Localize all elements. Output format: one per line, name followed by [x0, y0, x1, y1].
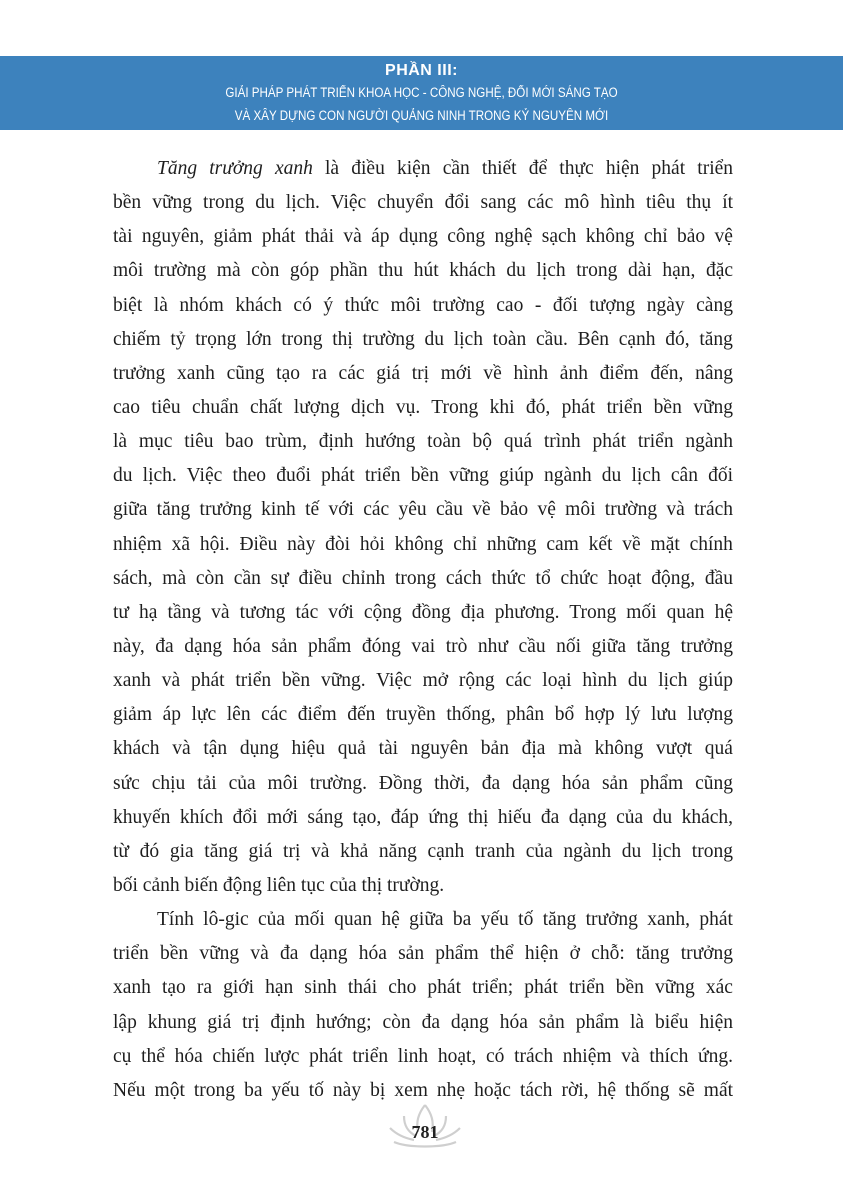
- paragraph-line: trưởng xanh cũng tạo ra các giá trị mới về hình ảnh điểm đến, nâng: [113, 362, 733, 384]
- paragraph-line: bối cảnh biến động liên tục của thị trường.: [113, 874, 445, 896]
- page-number: 781: [411, 1122, 439, 1142]
- paragraph-2: [113, 903, 733, 1108]
- page-footer: [380, 1100, 470, 1160]
- paragraph-line: xanh tạo ra giới hạn sinh thái cho phát triển; phát triển bền vững xác: [113, 977, 733, 999]
- paragraph-line: bền vững trong du lịch. Việc chuyển đổi sang các mô hình tiêu thụ ít: [113, 192, 734, 214]
- paragraph-line: lập khung giá trị định hướng; còn đa dạng hóa sản phẩm là biểu hiện: [113, 1011, 734, 1033]
- paragraph-line: biệt là nhóm khách có ý thức môi trường cao - đối tượng ngày càng: [113, 294, 733, 316]
- paragraph-line: này, đa dạng hóa sản phẩm đóng vai trò như cầu nối giữa tăng trưởng: [113, 635, 733, 657]
- section-subtitle-line-2: VÀ XÂY DỰNG CON NGƯỜI QUẢNG NINH TRONG KỶ NGUYÊN MỚI: [234, 108, 609, 123]
- paragraph-line: chiếm tỷ trọng lớn trong thị trường du lịch toàn cầu. Bên cạnh đó, tăng: [113, 328, 733, 350]
- paragraph-line: cụ thể hóa chiến lược phát triển linh hoạt, có trách nhiệm và thích ứng.: [113, 1045, 733, 1067]
- paragraph-line: khuyến khích đổi mới sáng tạo, đáp ứng thị hiếu đa dạng của du khách,: [113, 806, 734, 828]
- paragraph-line: cao tiêu chuẩn chất lượng dịch vụ. Trong khi đó, phát triển bền vững: [113, 396, 734, 418]
- paragraph-line: Nếu một trong ba yếu tố này bị xem nhẹ hoặc tách rời, hệ thống sẽ mất: [113, 1079, 734, 1101]
- section-subtitle-line-1: GIẢI PHÁP PHÁT TRIỂN KHOA HỌC - CÔNG NGHỆ, ĐỔI MỚI SÁNG TẠO: [225, 85, 618, 100]
- paragraph-line: nhiệm xã hội. Điều này đòi hỏi không chỉ những cam kết về mặt chính: [113, 533, 733, 555]
- paragraph-line: khách và tận dụng hiệu quả tài nguyên bản địa mà không vượt quá: [113, 738, 733, 760]
- paragraph-line: môi trường mà còn góp phần thu hút khách du lịch trong dài hạn, đặc: [113, 260, 734, 282]
- paragraph-1: [113, 152, 733, 903]
- paragraph-line: [113, 152, 733, 186]
- line-text: là điều kiện cần thiết để thực hiện phát triển: [312, 158, 734, 179]
- paragraph-line: Tính lô-gic của mối quan hệ giữa ba yếu tố tăng trưởng xanh, phát: [157, 909, 733, 931]
- italic-term: Tăng trưởng xanh: [157, 158, 313, 179]
- paragraph-line: giữa tăng trưởng kinh tế với các yêu cầu về bảo vệ môi trường và trách: [113, 499, 734, 521]
- paragraph-line: giảm áp lực lên các điểm đến truyền thống, phân bổ hợp lý lưu lượng: [113, 704, 734, 726]
- body-text: [113, 152, 733, 1108]
- paragraph-line: xanh và phát triển bền vững. Việc mở rộng các loại hình du lịch giúp: [113, 670, 733, 692]
- section-header-band: [0, 56, 843, 130]
- paragraph-line: sách, mà còn cần sự điều chỉnh trong cách thức tổ chức hoạt động, đầu: [113, 567, 733, 589]
- paragraph-line: triển bền vững và đa dạng hóa sản phẩm thể hiện ở chỗ: tăng trưởng: [113, 943, 734, 965]
- paragraph-line: từ đó gia tăng giá trị và khả năng cạnh tranh của ngành du lịch trong: [113, 840, 733, 862]
- paragraph-line: là mục tiêu bao trùm, định hướng toàn bộ quá trình phát triển ngành: [113, 431, 734, 453]
- section-title: PHẦN III:: [385, 62, 458, 79]
- paragraph-line: du lịch. Việc theo đuổi phát triển bền vững giúp ngành du lịch cân đối: [113, 465, 734, 487]
- paragraph-line: sức chịu tải của môi trường. Đồng thời, đa dạng hóa sản phẩm cũng: [113, 772, 733, 794]
- paragraph-line: tư hạ tầng và tương tác với cộng đồng địa phương. Trong mối quan hệ: [113, 601, 734, 623]
- paragraph-line: tài nguyên, giảm phát thải và áp dụng công nghệ sạch không chỉ bảo vệ: [113, 226, 733, 248]
